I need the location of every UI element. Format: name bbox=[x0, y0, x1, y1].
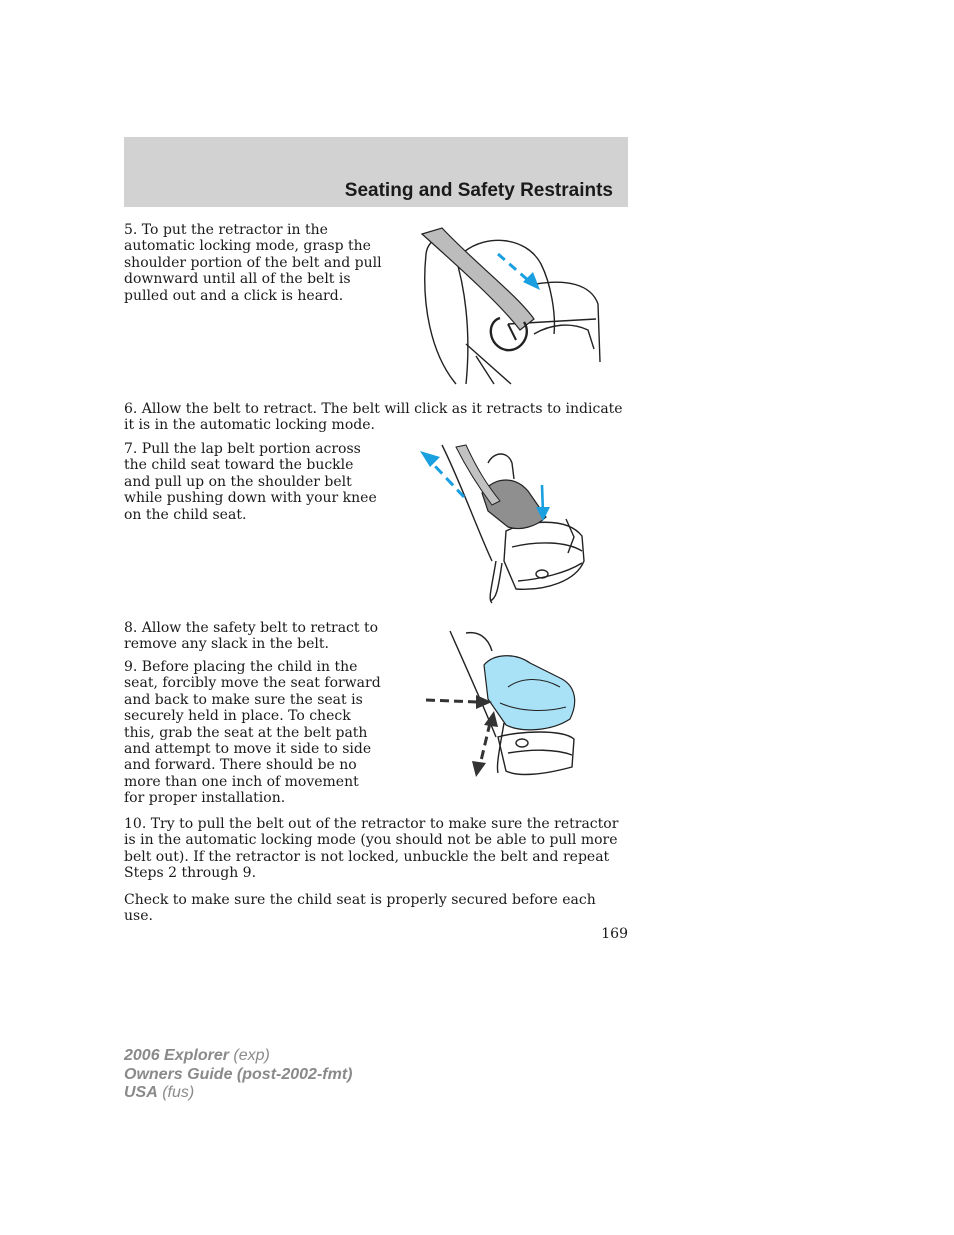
check-reminder-text: Check to make sure the child seat is properly secured before each use. bbox=[124, 892, 596, 925]
step-5-text: 5. To put the retractor in the automatic locking mode, grasp the shoulder portion of the belt and pull downward until all of the belt is pulled out and a click is heard. bbox=[124, 222, 382, 304]
page-number: 169 bbox=[601, 926, 628, 942]
section-title: Seating and Safety Restraints bbox=[344, 180, 613, 201]
footer-model: 2006 Explorer bbox=[124, 1047, 229, 1064]
step-7-text: 7. Pull the lap belt portion across the child seat toward the buckle and pull up on the shoulder belt while pushing down with your knee on the child seat. bbox=[124, 441, 377, 523]
footer-model-code: (exp) bbox=[228, 1047, 270, 1064]
figure-lap-belt-pull bbox=[416, 441, 588, 607]
step-6-text: 6. Allow the belt to retract. The belt will click as it retracts to indicate it is in the automatic locking mode. bbox=[124, 401, 623, 434]
step-9-text: 9. Before placing the child in the seat, forcibly move the seat forward and back to make sure the seat is securely held in place. To check this, grab the seat at the belt path and attempt to move it side to side and forward. There should be no more than one inch of movement for proper installation. bbox=[124, 659, 381, 807]
footer-market-code: (fus) bbox=[157, 1084, 195, 1101]
footer-market: USA bbox=[124, 1084, 158, 1101]
step-10-text: 10. Try to pull the belt out of the retractor to make sure the retractor is in the automatic locking mode (you should not be able to pull more belt out). If the retractor is not locked, unbuckle the belt and repeat Steps 2 through 9. bbox=[124, 816, 619, 882]
footer-line-1 bbox=[124, 1047, 352, 1066]
header-band bbox=[124, 137, 628, 207]
footer-line-2 bbox=[124, 1066, 352, 1085]
figure-seat-movement-check bbox=[422, 627, 582, 779]
footer-edition-info bbox=[124, 1047, 352, 1103]
footer-guide: Owners Guide (post-2002-fmt) bbox=[124, 1065, 353, 1083]
footer-line-3 bbox=[124, 1084, 352, 1103]
figure-shoulder-belt-pull bbox=[416, 224, 602, 388]
step-8-text: 8. Allow the safety belt to retract to remove any slack in the belt. bbox=[124, 620, 379, 653]
